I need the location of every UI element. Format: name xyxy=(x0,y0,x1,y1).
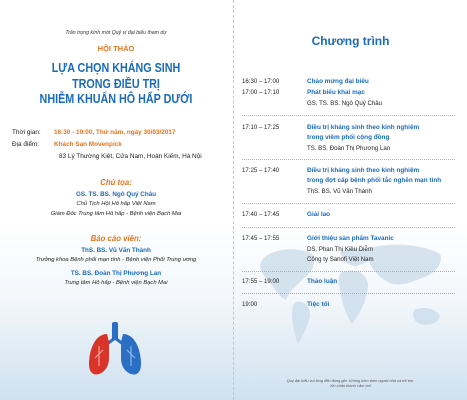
program-title: Chào mừng đại biểu xyxy=(307,78,369,85)
right-panel xyxy=(234,0,467,400)
program-company: Công ty Sanofi Việt Nam xyxy=(307,256,374,263)
title-line-3: NHIỄM KHUẨN HÔ HẤP DƯỚI xyxy=(39,92,193,106)
program-title-cont: trong đợt cấp bệnh phổi tắc nghẽn mạn tính xyxy=(307,177,442,184)
row-divider xyxy=(242,203,455,204)
title-line-2: TRONG ĐIỀU TRỊ xyxy=(72,76,160,91)
program-title: Phát biểu khai mạc xyxy=(307,89,365,96)
lungs-icon xyxy=(85,320,145,378)
program-title: Thảo luận xyxy=(307,278,338,285)
row-divider xyxy=(242,271,455,272)
event-title xyxy=(0,61,232,108)
program-time: 19:00 xyxy=(242,301,258,308)
event-label: HỘI THẢO xyxy=(97,44,135,53)
row-divider xyxy=(242,159,455,160)
chair-name: GS. TS. BS. Ngô Quý Châu xyxy=(75,191,157,198)
footer-line-1: Quý đại biểu vui lòng đến đúng giờ. Không kèm theo người nhà và trẻ em. xyxy=(286,378,415,383)
program-title: Giới thiệu sản phẩm Tavanic xyxy=(307,235,394,242)
footer-note xyxy=(234,378,467,388)
speaker-1-name: ThS. BS. Vũ Văn Thành xyxy=(81,247,151,254)
program-time: 17:45 – 17:55 xyxy=(242,235,280,242)
place-label: Địa điểm: xyxy=(12,141,39,148)
program-time: 17:00 – 17:10 xyxy=(242,89,280,96)
row-divider xyxy=(242,115,455,116)
program-speaker: GS. TS. BS. Ngô Quý Châu xyxy=(307,100,383,107)
program-heading: Chương trình xyxy=(311,34,390,48)
program-title: Điều trị kháng sinh theo kinh nghiệm xyxy=(307,124,420,131)
speaker-1-role: Trưởng khoa Bệnh phổi mạn tính - Bệnh viện Phổi Trung ương xyxy=(35,257,197,263)
program-time: 16:30 – 17:00 xyxy=(242,78,280,85)
speakers-heading: Báo cáo viên: xyxy=(90,234,142,243)
program-title: Tiệc tối xyxy=(307,301,330,308)
program-speaker: DS. Phan Thị Kiều Diễm xyxy=(307,246,373,253)
time-label: Thời gian: xyxy=(12,129,41,136)
speaker-2-role: Trung tâm Hô hấp - Bệnh viện Bạch Mai xyxy=(64,280,168,286)
program-title-cont: trong viêm phổi cộng đồng xyxy=(307,134,390,141)
program-time: 17:10 – 17:25 xyxy=(242,124,280,131)
left-panel xyxy=(0,0,232,400)
program-time: 17:55 – 19:00 xyxy=(242,278,280,285)
bronchi-shape xyxy=(107,338,123,344)
place-row xyxy=(12,141,122,148)
program-speaker: TS. BS. Đoàn Thị Phương Lan xyxy=(307,145,391,152)
program-title: Điều trị kháng sinh theo kinh nghiệm xyxy=(307,167,420,174)
place-value: Khách Sạn Movenpick xyxy=(54,141,122,148)
program-title: Giải lao xyxy=(307,211,331,218)
chair-heading: Chủ tọa: xyxy=(100,178,132,187)
program-speaker: ThS. BS. Vũ Văn Thành xyxy=(307,188,372,195)
address: 83 Lý Thường Kiệt, Cửa Nam, Hoàn Kiếm, Hà Nội xyxy=(59,153,202,160)
speaker-2-name: TS. BS. Đoàn Thị Phương Lan xyxy=(70,270,162,277)
row-divider xyxy=(242,227,455,228)
chair-role-2: Giám Đốc Trung tâm Hô hấp - Bệnh viện Bạch Mai xyxy=(50,211,182,217)
program-time: 17:40 – 17:45 xyxy=(242,211,280,218)
footer-line-2: Xin chân thành cảm ơn! xyxy=(329,383,372,388)
trachea-shape xyxy=(112,322,118,340)
title-line-1: LỰA CHỌN KHÁNG SINH xyxy=(51,61,181,75)
program-time: 17:25 – 17:40 xyxy=(242,167,280,174)
row-divider xyxy=(242,293,455,294)
invite-text: Trân trọng kính mời Quý vị đại biểu tham dự xyxy=(65,30,167,36)
time-value: 16:30 - 19:00, Thứ năm, ngày 30/03/2017 xyxy=(54,129,176,136)
time-row xyxy=(12,129,176,136)
chair-role-1: Chủ Tịch Hội Hô hấp Việt Nam xyxy=(76,201,156,207)
